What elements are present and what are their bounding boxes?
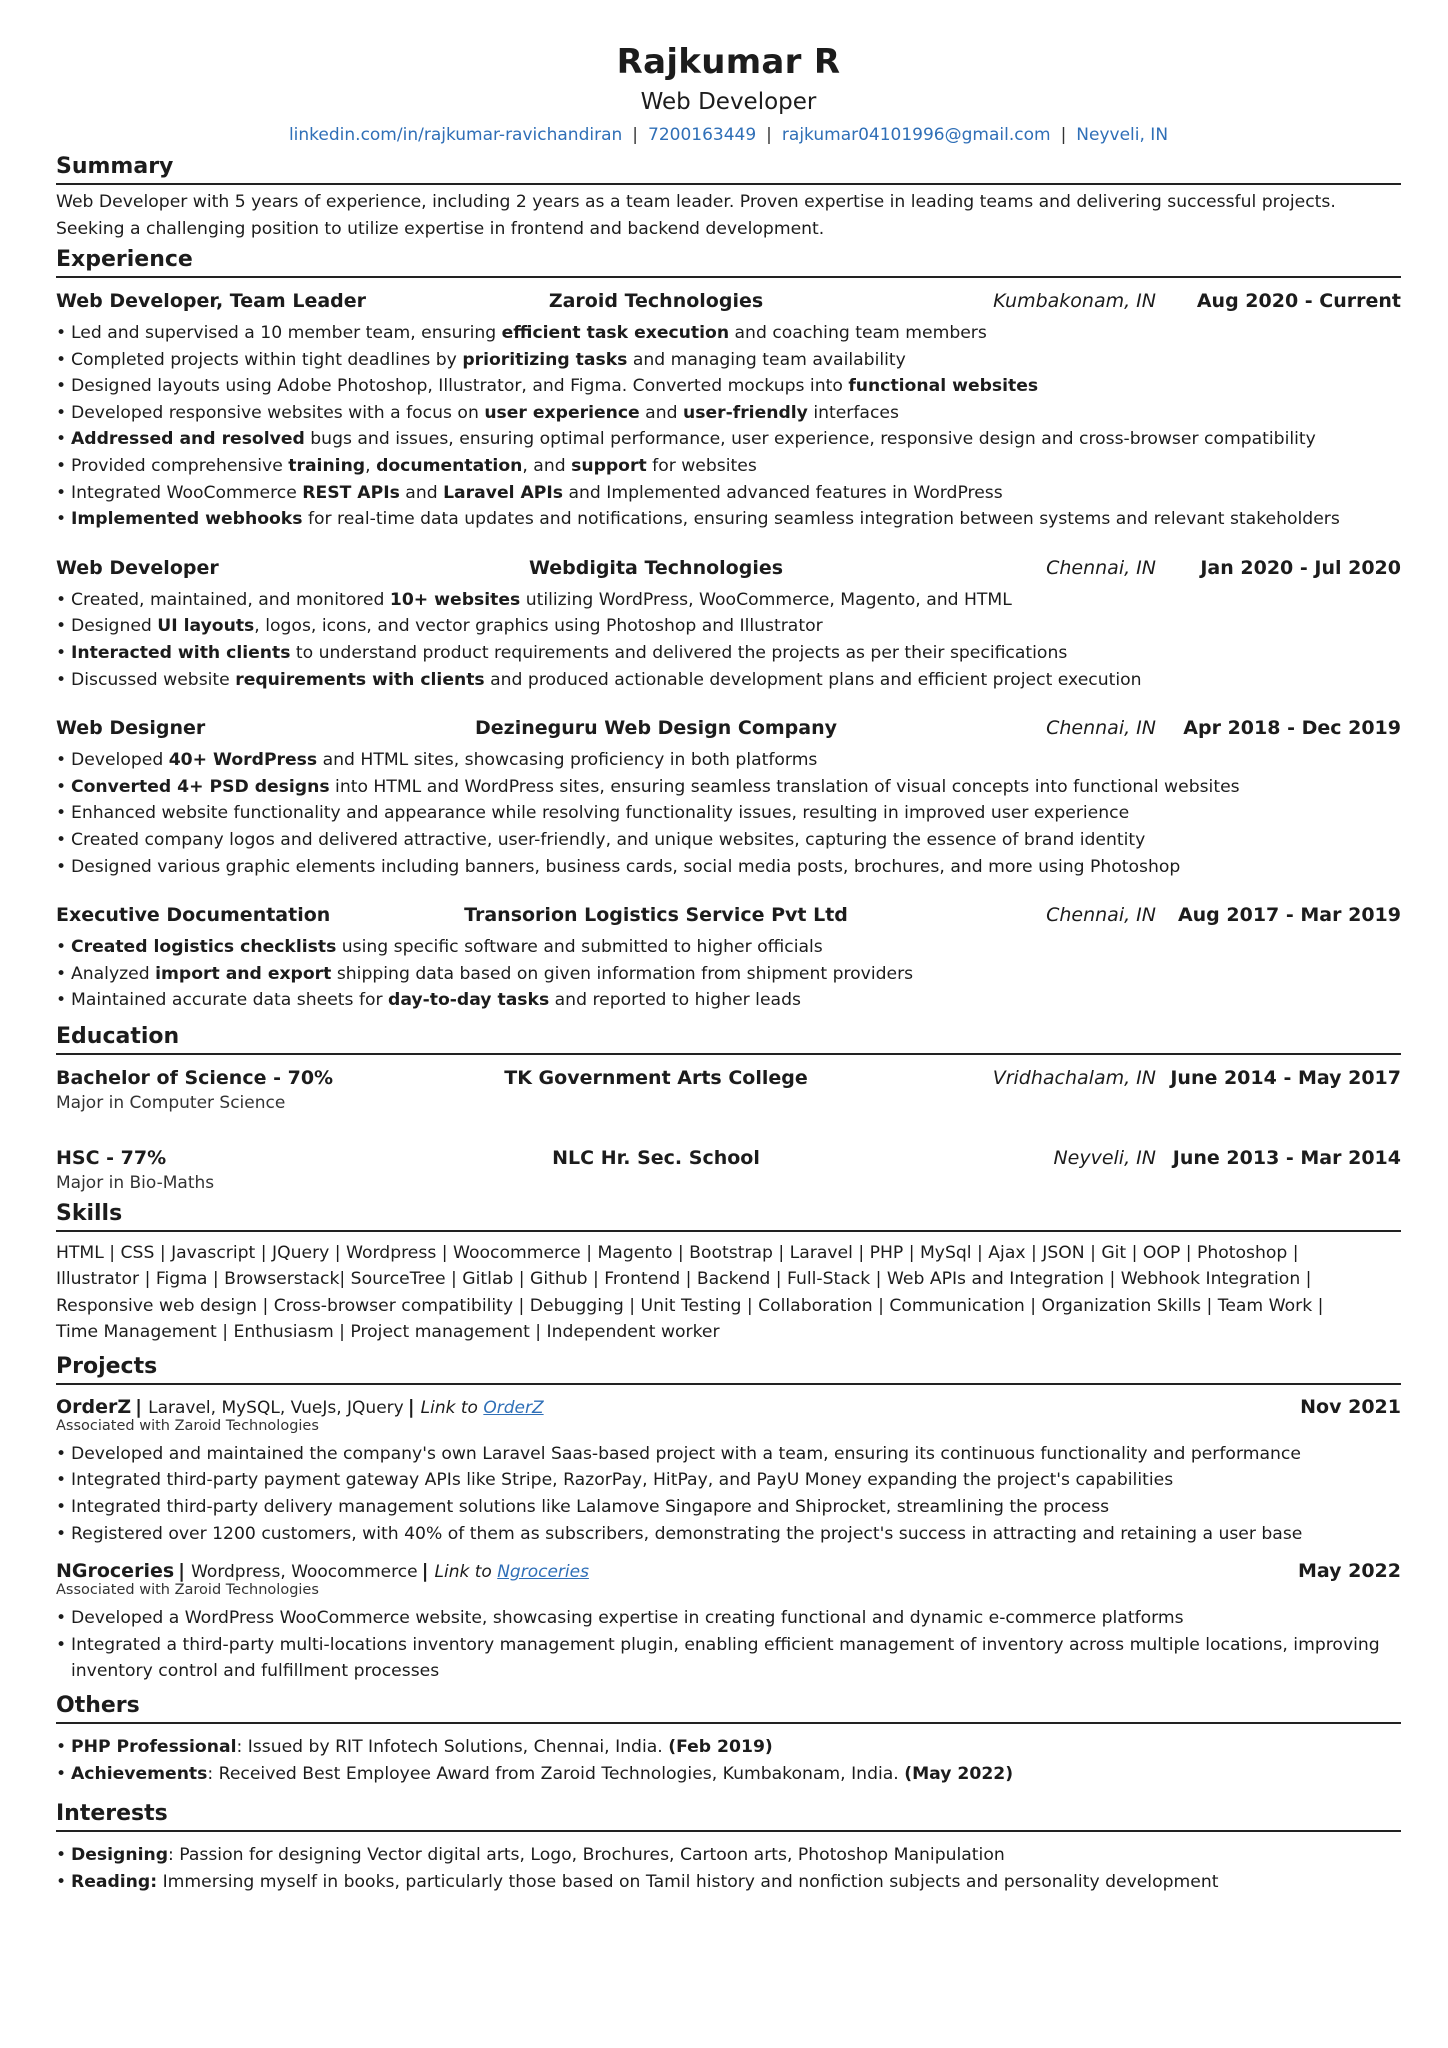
resume-document bbox=[56, 40, 1401, 1895]
project-bullets bbox=[56, 1441, 1401, 1547]
bullet-text: : Issued by RIT Infotech Solutions, Chennai, India. bbox=[236, 1737, 669, 1758]
bullet-text: , bbox=[365, 455, 377, 476]
job-bullets bbox=[56, 934, 1401, 1014]
bullet-text: Immersing myself in books, particularly those based on Tamil history and nonfiction subjects and personality development bbox=[157, 1871, 1219, 1892]
bullet-emphasis: Achievements bbox=[71, 1763, 208, 1784]
bullet-text: Registered over 1200 customers, with 40% of them as subscribers, demonstrating the project's success in attracting and retaining a user base bbox=[71, 1523, 1303, 1544]
bullet-text: Designed bbox=[71, 616, 158, 637]
job-dates: Apr 2018 - Dec 2019 bbox=[1183, 717, 1401, 740]
job-bullets bbox=[56, 320, 1401, 533]
project-link[interactable]: OrderZ bbox=[483, 1397, 544, 1418]
bullet-text: for real-time data updates and notifications, ensuring seamless integration between systems and relevant stakeholders bbox=[302, 509, 1340, 530]
bullet-emphasis: 40+ WordPress bbox=[168, 750, 318, 771]
candidate-name: Rajkumar R bbox=[616, 42, 841, 82]
contact-separator: | bbox=[632, 125, 638, 145]
summary-line: Web Developer with 5 years of experience, including 2 years as a team leader. Proven expertise in leading teams and delivering successful projects. bbox=[56, 192, 1336, 212]
job-dates: Aug 2017 - Mar 2019 bbox=[1177, 904, 1401, 927]
education-dates: June 2013 - Mar 2014 bbox=[1172, 1146, 1401, 1169]
education-degree: Bachelor of Science - 70% bbox=[56, 1066, 334, 1089]
job-bullets bbox=[56, 747, 1401, 880]
location-text: Neyveli, IN bbox=[1076, 125, 1169, 145]
bullet-item bbox=[56, 320, 1401, 347]
bullet-item bbox=[56, 453, 1401, 480]
bullet-item bbox=[56, 827, 1401, 854]
project-name: OrderZ bbox=[56, 1395, 132, 1418]
bullet-text: Enhanced website functionality and appearance while resolving functionality issues, resulting in improved user experience bbox=[71, 803, 1130, 824]
bullet-item bbox=[56, 1761, 1401, 1788]
email-link[interactable]: rajkumar04101996@gmail.com bbox=[781, 125, 1051, 145]
education-major: Major in Computer Science bbox=[56, 1092, 286, 1113]
bullet-emphasis: prioritizing tasks bbox=[462, 349, 628, 370]
job-company: Webdigita Technologies bbox=[528, 556, 784, 579]
bullet-text: to understand product requirements and delivered the projects as per their specifications bbox=[290, 642, 1068, 663]
bullet-item bbox=[56, 347, 1401, 374]
contact-separator: | bbox=[1060, 125, 1067, 145]
project-entry bbox=[56, 1395, 1401, 1547]
job-header bbox=[56, 713, 1401, 743]
bullet-emphasis: Designing bbox=[71, 1845, 169, 1866]
summary-line: Seeking a challenging position to utilize expertise in frontend and backend development. bbox=[56, 219, 825, 239]
contact-separator: | bbox=[766, 125, 772, 145]
bullet-emphasis: REST APIs bbox=[302, 482, 400, 503]
job-header bbox=[56, 286, 1401, 316]
bullet-item bbox=[56, 1605, 1401, 1632]
education-degree: HSC - 77% bbox=[56, 1146, 167, 1169]
bullet-text: and produced actionable development plans and efficient project execution bbox=[484, 669, 1142, 690]
bullet-item bbox=[56, 400, 1401, 427]
bullet-item bbox=[56, 1632, 1401, 1685]
education-location: Neyveli, IN bbox=[1053, 1146, 1156, 1169]
project-separator: | bbox=[407, 1395, 415, 1418]
bullet-emphasis: UI layouts bbox=[157, 616, 255, 637]
education-header bbox=[56, 1063, 1401, 1093]
bullet-text: Developed bbox=[71, 750, 169, 771]
job-entry bbox=[56, 286, 1401, 533]
bullet-emphasis: user experience bbox=[484, 402, 640, 423]
education-dates: June 2014 - May 2017 bbox=[1170, 1066, 1401, 1089]
project-date: Nov 2021 bbox=[1300, 1395, 1401, 1418]
bullet-emphasis: Converted 4+ PSD designs bbox=[71, 776, 330, 797]
bullet-text: Developed a WordPress WooCommerce website, showcasing expertise in creating functional and dynamic e-commerce platforms bbox=[71, 1608, 1184, 1629]
candidate-title: Web Developer bbox=[640, 89, 817, 115]
bullet-emphasis: user-friendly bbox=[682, 402, 808, 423]
bullet-text: Integrated WooCommerce bbox=[71, 482, 303, 503]
education-institution: TK Government Arts College bbox=[504, 1066, 808, 1089]
project-link-prefix: Link to bbox=[420, 1397, 484, 1418]
job-dates: Jan 2020 - Jul 2020 bbox=[1200, 556, 1401, 579]
bullet-text: bugs and issues, ensuring optimal performance, user experience, responsive design and cross-browser compatibility bbox=[304, 429, 1316, 450]
education-header bbox=[56, 1143, 1401, 1173]
bullet-text: , and bbox=[522, 455, 572, 476]
bullet-emphasis: (May 2022) bbox=[904, 1763, 1014, 1784]
bullet-item bbox=[56, 1494, 1401, 1521]
job-role: Web Developer, Team Leader bbox=[56, 290, 367, 312]
others-heading: Others bbox=[56, 1691, 1401, 1724]
bullet-item bbox=[56, 1869, 1401, 1896]
bullet-text: Created company logos and delivered attractive, user-friendly, and unique websites, capturing the essence of brand identity bbox=[71, 829, 1146, 850]
project-entry bbox=[56, 1559, 1401, 1685]
bullet-item bbox=[56, 987, 1401, 1014]
bullet-text: Developed responsive websites with a focus on bbox=[71, 402, 485, 423]
bullet-text: and coaching team members bbox=[729, 323, 987, 343]
project-association: Associated with Zaroid Technologies bbox=[56, 1417, 319, 1434]
bullet-text: and HTML sites, showcasing proficiency in both platforms bbox=[317, 750, 818, 771]
bullet-text: utilizing WordPress, WooCommerce, Magento, and HTML bbox=[520, 589, 1012, 610]
bullet-text: Integrated a third-party multi-locations inventory management plugin, enabling efficient management of inventory across multiple locations, improving inventory control and fulfillment processes bbox=[71, 1634, 1380, 1682]
education-heading: Education bbox=[56, 1022, 1401, 1055]
bullet-text: and managing team availability bbox=[627, 349, 906, 370]
education-institution: NLC Hr. Sec. School bbox=[552, 1146, 760, 1169]
project-bullets bbox=[56, 1605, 1401, 1685]
project-date: May 2022 bbox=[1297, 1560, 1401, 1583]
project-link-prefix: Link to bbox=[434, 1562, 498, 1583]
bullet-item bbox=[56, 1441, 1401, 1468]
job-location: Chennai, IN bbox=[1046, 556, 1156, 579]
bullet-emphasis: efficient task execution bbox=[501, 323, 730, 343]
bullet-text: Designed various graphic elements including banners, business cards, social media posts, brochures, and more using Photoshop bbox=[71, 856, 1181, 877]
bullet-item bbox=[56, 1734, 1401, 1761]
project-separator: | bbox=[178, 1560, 186, 1583]
bullet-text: for websites bbox=[646, 455, 757, 476]
bullet-text: : Received Best Employee Award from Zaroid Technologies, Kumbakonam, India. bbox=[207, 1763, 905, 1784]
bullet-emphasis: training bbox=[288, 455, 366, 476]
bullet-emphasis: PHP Professional bbox=[71, 1737, 237, 1758]
experience-heading: Experience bbox=[56, 245, 1401, 278]
job-company: Dezineguru Web Design Company bbox=[474, 717, 838, 740]
interests-heading: Interests bbox=[56, 1799, 1401, 1832]
bullet-item bbox=[56, 506, 1401, 533]
bullet-item bbox=[56, 1842, 1401, 1869]
job-header bbox=[56, 553, 1401, 583]
bullet-text: Analyzed bbox=[71, 963, 156, 984]
bullet-text: Completed projects within tight deadlines by bbox=[71, 349, 463, 370]
bullet-item bbox=[56, 1467, 1401, 1494]
bullet-item bbox=[56, 640, 1401, 667]
bullet-text: Discussed website bbox=[71, 669, 236, 690]
bullet-text: into HTML and WordPress sites, ensuring seamless translation of visual concepts into functional websites bbox=[329, 776, 1240, 797]
linkedin-link[interactable]: linkedin.com/in/rajkumar-ravichandiran bbox=[288, 125, 623, 145]
bullet-text: and reported to higher leads bbox=[549, 990, 801, 1011]
skills-line: Illustrator | Figma | Browserstack| SourceTree | Gitlab | Github | Frontend | Backend | Full-Stack | Web APIs and Integration | Webhook Integration | bbox=[56, 1269, 1312, 1290]
bullet-item bbox=[56, 587, 1401, 614]
bullet-emphasis: Reading: bbox=[71, 1871, 158, 1892]
interests-bullets bbox=[56, 1842, 1401, 1895]
bullet-text: Developed and maintained the company's own Laravel Saas-based project with a team, ensuring its continuous functionality and performance bbox=[71, 1443, 1301, 1464]
project-name: NGroceries bbox=[56, 1560, 175, 1583]
bullet-text: , logos, icons, and vector graphics using Photoshop and Illustrator bbox=[254, 616, 823, 637]
bullet-emphasis: documentation bbox=[376, 455, 523, 476]
bullet-emphasis: requirements with clients bbox=[235, 669, 485, 690]
bullet-item bbox=[56, 854, 1401, 881]
bullet-text: Integrated third-party payment gateway APIs like Stripe, RazorPay, HitPay, and PayU Money expanding the project's capabilities bbox=[71, 1470, 1174, 1491]
bullet-text: shipping data based on given information from shipment providers bbox=[331, 963, 914, 984]
bullet-text: interfaces bbox=[807, 402, 899, 423]
bullet-item bbox=[56, 961, 1401, 988]
skills-heading: Skills bbox=[56, 1199, 1401, 1232]
bullet-emphasis: day-to-day tasks bbox=[388, 990, 550, 1011]
bullet-emphasis: Created logistics checklists bbox=[71, 937, 337, 958]
bullet-item bbox=[56, 800, 1401, 827]
skills-line: Responsive web design | Cross-browser compatibility | Debugging | Unit Testing | Collaboration | Communication | Organization Skills | Team Work | bbox=[56, 1295, 1324, 1316]
skills-list bbox=[56, 1240, 1401, 1346]
project-stack: Laravel, MySQL, VueJs, JQuery bbox=[148, 1397, 404, 1418]
job-dates: Aug 2020 - Current bbox=[1196, 290, 1401, 312]
job-entry bbox=[56, 713, 1401, 880]
bullet-item bbox=[56, 426, 1401, 453]
bullet-item bbox=[56, 480, 1401, 507]
bullet-emphasis: Addressed and resolved bbox=[71, 429, 305, 450]
project-separator: | bbox=[135, 1395, 143, 1418]
bullet-emphasis: import and export bbox=[155, 963, 332, 984]
bullet-emphasis: 10+ websites bbox=[389, 589, 521, 610]
project-link[interactable]: Ngroceries bbox=[497, 1562, 589, 1583]
bullet-text: Provided comprehensive bbox=[71, 455, 289, 476]
projects-heading: Projects bbox=[56, 1352, 1401, 1385]
bullet-text: Maintained accurate data sheets for bbox=[71, 990, 389, 1011]
education-location: Vridhachalam, IN bbox=[992, 1066, 1156, 1089]
education-entry bbox=[56, 1143, 1401, 1193]
job-role: Executive Documentation bbox=[56, 904, 331, 927]
bullet-text: Designed layouts using Adobe Photoshop, Illustrator, and Figma. Converted mockups into bbox=[71, 376, 849, 397]
job-company: Zaroid Technologies bbox=[548, 290, 764, 312]
phone-link[interactable]: 7200163449 bbox=[648, 125, 757, 145]
bullet-item bbox=[56, 747, 1401, 774]
bullet-emphasis: Interacted with clients bbox=[71, 642, 291, 663]
summary-heading: Summary bbox=[56, 152, 1401, 185]
job-role: Web Developer bbox=[56, 556, 219, 579]
bullet-item bbox=[56, 774, 1401, 801]
bullet-item bbox=[56, 1521, 1401, 1548]
education-major: Major in Bio-Maths bbox=[56, 1172, 215, 1193]
bullet-text: Integrated third-party delivery management solutions like Lalamove Singapore and Shiprocket, streamlining the process bbox=[71, 1497, 1110, 1518]
job-bullets bbox=[56, 587, 1401, 693]
project-association: Associated with Zaroid Technologies bbox=[56, 1582, 319, 1599]
bullet-emphasis: (Feb 2019) bbox=[668, 1737, 773, 1758]
bullet-text: and Implemented advanced features in WordPress bbox=[563, 482, 1003, 503]
bullet-item bbox=[56, 373, 1401, 400]
job-header bbox=[56, 900, 1401, 930]
job-location: Kumbakonam, IN bbox=[993, 290, 1156, 312]
job-location: Chennai, IN bbox=[1046, 717, 1156, 740]
resume-header bbox=[56, 40, 1401, 148]
project-stack: Wordpress, Woocommerce bbox=[191, 1562, 418, 1583]
bullet-text: and bbox=[399, 482, 444, 503]
project-header bbox=[56, 1559, 1401, 1583]
bullet-text: Led and supervised a 10 member team, ensuring bbox=[71, 323, 502, 343]
others-bullets bbox=[56, 1734, 1401, 1787]
job-entry bbox=[56, 900, 1401, 1014]
job-role: Web Designer bbox=[56, 717, 206, 740]
bullet-emphasis: Laravel APIs bbox=[443, 482, 563, 503]
bullet-text: Created, maintained, and monitored bbox=[71, 589, 390, 610]
skills-line: Time Management | Enthusiasm | Project management | Independent worker bbox=[56, 1322, 720, 1343]
contact-line bbox=[56, 122, 1401, 148]
bullet-emphasis: functional websites bbox=[848, 376, 1039, 397]
summary-text bbox=[56, 189, 1401, 243]
bullet-text: using specific software and submitted to higher officials bbox=[336, 937, 823, 958]
project-header bbox=[56, 1395, 1401, 1419]
project-separator: | bbox=[421, 1560, 429, 1583]
skills-line: HTML | CSS | Javascript | JQuery | Wordpress | Woocommerce | Magento | Bootstrap | Laravel | PHP | MySql | Ajax | JSON | Git | OOP | Photoshop | bbox=[56, 1242, 1299, 1263]
bullet-emphasis: support bbox=[571, 455, 647, 476]
job-entry bbox=[56, 553, 1401, 693]
bullet-text: : Passion for designing Vector digital arts, Logo, Brochures, Cartoon arts, Photoshop Manipulation bbox=[168, 1845, 1005, 1866]
bullet-item bbox=[56, 934, 1401, 961]
bullet-item bbox=[56, 613, 1401, 640]
education-entry bbox=[56, 1063, 1401, 1113]
bullet-text: and bbox=[639, 402, 683, 423]
job-company: Transorion Logistics Service Pvt Ltd bbox=[464, 904, 848, 927]
job-location: Chennai, IN bbox=[1046, 904, 1156, 927]
bullet-emphasis: Implemented webhooks bbox=[71, 509, 303, 530]
bullet-item bbox=[56, 667, 1401, 694]
